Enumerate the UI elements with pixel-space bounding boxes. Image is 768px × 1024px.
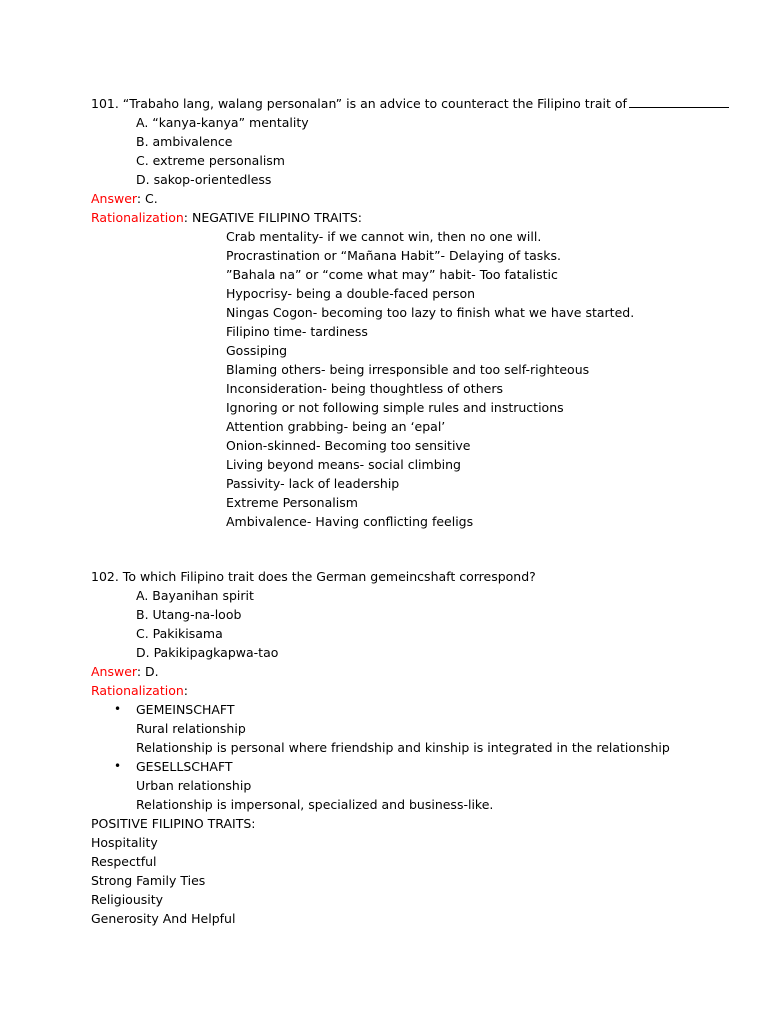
q101-rationalization <box>91 208 362 227</box>
negative-trait: Blaming others- being irresponsible and too self-righteous <box>226 362 590 377</box>
q101-option-b: B. ambivalence <box>136 134 233 149</box>
rationalization-heading: : NEGATIVE FILIPINO TRAITS: <box>183 210 362 225</box>
bullet-heading-gesellschaft: GESELLSCHAFT <box>136 759 233 774</box>
positive-trait: Strong Family Ties <box>91 873 206 888</box>
negative-trait: Living beyond means- social climbing <box>226 457 461 472</box>
bullet-line: Relationship is impersonal, specialized and business-like. <box>136 797 494 812</box>
answer-blank <box>629 94 729 108</box>
negative-trait: Ambivalence- Having conflicting feeligs <box>226 514 474 529</box>
q101-option-a: A. “kanya-kanya” mentality <box>136 115 309 130</box>
negative-trait: Procrastination or “Mañana Habit”- Delaying of tasks. <box>226 248 562 263</box>
bullet-icon: • <box>114 759 122 773</box>
q102-option-b: B. Utang-na-loob <box>136 607 242 622</box>
q102-option-c: C. Pakikisama <box>136 626 223 641</box>
bullet-heading-gemeinschaft: GEMEINSCHAFT <box>136 702 235 717</box>
question-102: 102. To which Filipino trait does the German gemeincshaft correspond? <box>91 569 536 584</box>
negative-trait: Attention grabbing- being an ‘epal’ <box>226 419 446 434</box>
negative-trait: Inconsideration- being thoughtless of others <box>226 381 503 396</box>
q102-answer <box>91 662 159 681</box>
negative-trait: Filipino time- tardiness <box>226 324 368 339</box>
q101-option-c: C. extreme personalism <box>136 153 285 168</box>
negative-trait: Crab mentality- if we cannot win, then no one will. <box>226 229 542 244</box>
positive-trait: Generosity And Helpful <box>91 911 236 926</box>
positive-trait: Hospitality <box>91 835 158 850</box>
question-101 <box>91 94 729 113</box>
bullet-line: Relationship is personal where friendship and kinship is integrated in the relationship <box>136 740 670 755</box>
negative-trait: Extreme Personalism <box>226 495 358 510</box>
rationalization-label: Rationalization <box>91 683 184 698</box>
q102-option-a: A. Bayanihan spirit <box>136 588 254 603</box>
answer-label: Answer <box>91 664 137 679</box>
answer-value: : D. <box>136 664 159 679</box>
negative-trait: Passivity- lack of leadership <box>226 476 400 491</box>
q102-rationalization <box>91 681 188 700</box>
question-101-text: 101. “Trabaho lang, walang personalan” is an advice to counteract the Filipino trait of <box>91 96 627 111</box>
q101-option-d: D. sakop-orientedless <box>136 172 272 187</box>
q102-option-d: D. Pakikipagkapwa-tao <box>136 645 279 660</box>
q101-answer <box>91 189 158 208</box>
negative-trait: Ningas Cogon- becoming too lazy to finish what we have started. <box>226 305 635 320</box>
negative-trait: Hypocrisy- being a double-faced person <box>226 286 476 301</box>
rationalization-colon: : <box>183 683 189 698</box>
negative-trait: Onion-skinned- Becoming too sensitive <box>226 438 471 453</box>
bullet-icon: • <box>114 702 122 716</box>
answer-value: : C. <box>136 191 158 206</box>
bullet-line: Urban relationship <box>136 778 252 793</box>
negative-trait: ”Bahala na” or “come what may” habit- Too fatalistic <box>226 267 558 282</box>
positive-trait: Religiousity <box>91 892 164 907</box>
negative-trait: Ignoring or not following simple rules and instructions <box>226 400 564 415</box>
rationalization-label: Rationalization <box>91 210 184 225</box>
positive-traits-heading: POSITIVE FILIPINO TRAITS: <box>91 816 256 831</box>
positive-trait: Respectful <box>91 854 157 869</box>
answer-label: Answer <box>91 191 137 206</box>
negative-trait: Gossiping <box>226 343 288 358</box>
bullet-line: Rural relationship <box>136 721 246 736</box>
